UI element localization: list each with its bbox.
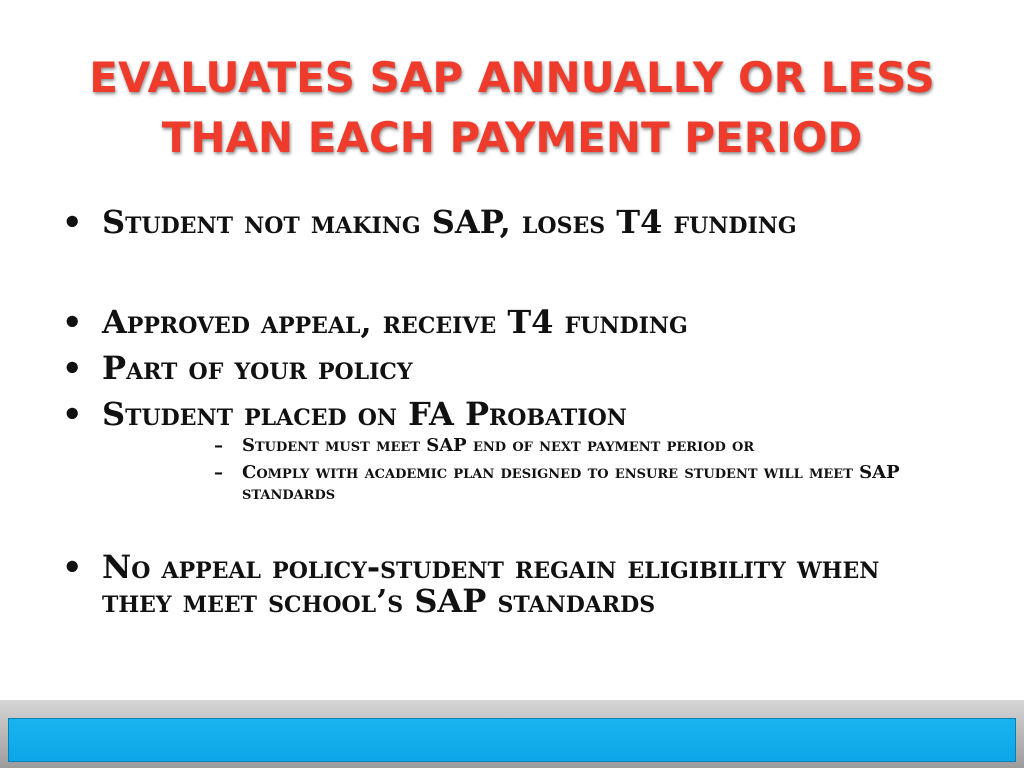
bullet-item <box>58 351 958 385</box>
bullet-item <box>58 550 958 618</box>
bullet-marker: • <box>62 349 83 387</box>
bullet-text: Student placed on FA Probation <box>102 395 627 433</box>
sub-bullet-marker: – <box>214 462 223 483</box>
bullet-text: Part of your policy <box>102 349 413 387</box>
bullet-marker: • <box>62 548 83 586</box>
sub-bullet-text: Student must meet SAP end of next payment period or <box>242 435 755 456</box>
bullet-item <box>58 205 958 239</box>
slide-title <box>60 48 964 168</box>
title-line-2: THAN EACH PAYMENT PERIOD <box>161 113 863 162</box>
bullet-text: No appeal policy-student regain eligibility when they meet school’s SAP standards <box>102 548 880 620</box>
sub-bullet-list <box>214 435 958 504</box>
bullet-marker: • <box>62 203 83 241</box>
sub-bullet-marker: – <box>214 435 223 456</box>
bullet-marker: • <box>62 395 83 433</box>
bullet-text: Approved appeal, receive T4 funding <box>102 303 688 341</box>
sub-bullet-item <box>214 435 958 456</box>
sub-bullet-text: Comply with academic plan designed to ensure student will meet SAP standards <box>242 462 900 504</box>
sub-bullet-item <box>214 462 958 504</box>
bullet-item <box>58 397 958 431</box>
footer-accent-bar <box>8 718 1016 762</box>
title-line-1: EVALUATES SAP ANNUALLY OR LESS <box>89 53 935 102</box>
bullet-marker: • <box>62 303 83 341</box>
bullet-text: Student not making SAP, loses T4 funding <box>102 203 797 241</box>
bullet-item <box>58 305 958 339</box>
bullet-list <box>58 205 958 618</box>
